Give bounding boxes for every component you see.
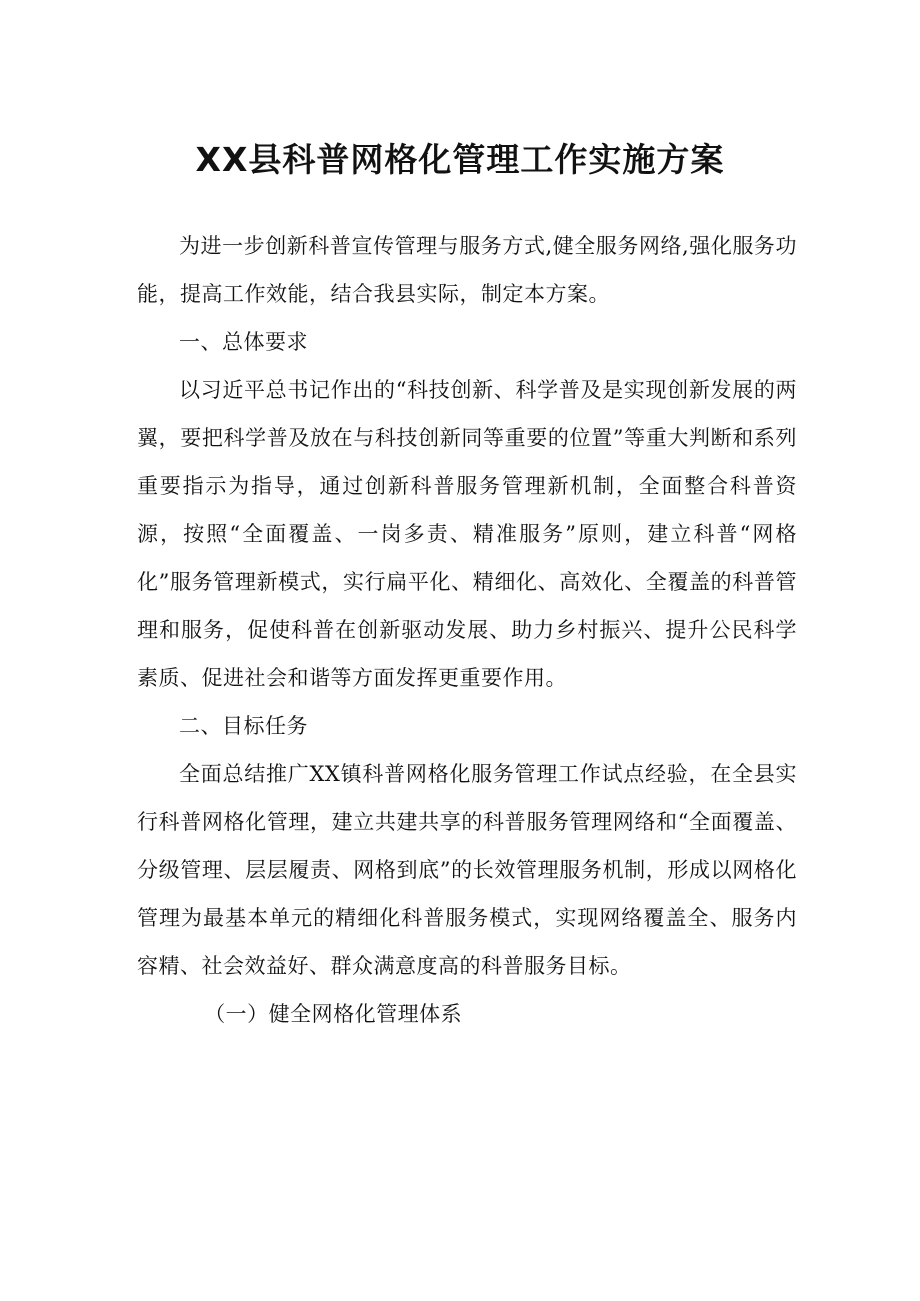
document-title: XX县科普网格化管理工作实施方案 [195, 140, 725, 179]
goals-tasks-paragraph: 全面总结推广XX镇科普网格化服务管理工作试点经验，在全县实行科普网格化管理，建立共建共享的科普服务管理网络和“全面覆盖、分级管理、层层履责、网格到底”的长效管理服务机制，形成以网格化管理为最基本单元的精细化科普服务模式，实现网络覆盖全、服务内容精、社会效益好、群众满意度高的科普服务目标。 [137, 762, 797, 978]
general-requirements-paragraph: 以习近平总书记作出的“科技创新、科学普及是实现创新发展的两翼，要把科学普及放在与科技创新同等重要的位置”等重大判断和系列重要指示为指导，通过创新科普服务管理新机制，全面整合科普资源，按照“全面覆盖、一岗多责、精准服务”原则，建立科普“网格化”服务管理新模式，实行扁平化、精细化、高效化、全覆盖的科普管理和服务，促使科普在创新驱动发展、助力乡村振兴、提升公民科学素质、促进社会和谐等方面发挥更重要作用。 [137, 378, 797, 690]
document-body [137, 222, 797, 1038]
section-heading-general-requirements: 一、总体要求 [179, 330, 308, 354]
subsection-heading-grid-system: （一）健全网格化管理体系 [204, 1002, 463, 1026]
section-heading-goals-tasks: 二、目标任务 [179, 714, 308, 738]
intro-paragraph: 为进一步创新科普宣传管理与服务方式,健全服务网络,强化服务功能，提高工作效能，结合我县实际，制定本方案。 [137, 234, 797, 306]
